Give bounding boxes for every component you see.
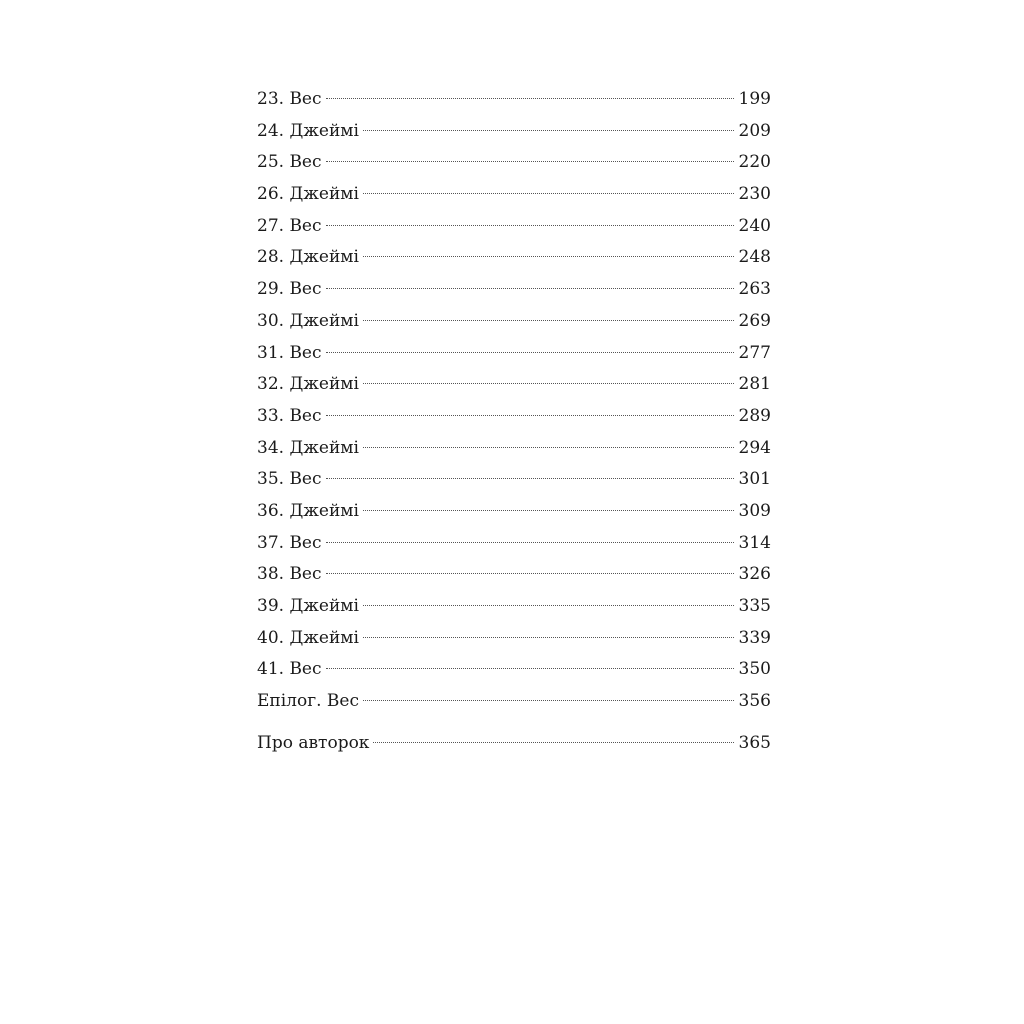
toc-entry-title: 27. Вес (257, 215, 322, 236)
toc-dot-leader (363, 700, 734, 701)
toc-dot-leader (326, 573, 734, 574)
toc-entry (257, 211, 771, 243)
toc-entry-page: 289 (738, 405, 771, 426)
toc-entry-title: 40. Джеймі (257, 627, 359, 648)
toc-entry-title: 34. Джеймі (257, 437, 359, 458)
table-of-contents (257, 84, 771, 759)
toc-entry-page: 277 (738, 342, 771, 363)
toc-entry (257, 306, 771, 338)
toc-dot-leader (363, 130, 734, 131)
toc-entry (257, 654, 771, 686)
toc-entry-title: 26. Джеймі (257, 184, 359, 205)
toc-entry (257, 84, 771, 116)
toc-entry-page: 209 (738, 120, 771, 141)
toc-entry-title: 24. Джеймі (257, 120, 359, 141)
toc-dot-leader (326, 352, 734, 353)
toc-entry-page: 248 (738, 247, 771, 268)
toc-dot-leader (363, 383, 734, 384)
toc-entry-title: 33. Вес (257, 405, 322, 426)
toc-entry (257, 559, 771, 591)
toc-dot-leader (326, 161, 734, 162)
toc-entry (257, 116, 771, 148)
toc-entry-page: 199 (738, 89, 771, 109)
toc-entry (257, 433, 771, 465)
toc-entry (257, 274, 771, 306)
toc-dot-leader (326, 668, 734, 669)
toc-entry (257, 591, 771, 623)
toc-dot-leader (326, 98, 734, 99)
toc-dot-leader (326, 225, 734, 226)
toc-dot-leader (363, 320, 734, 321)
toc-entry-title: 39. Джеймі (257, 596, 359, 616)
toc-entry-title: 37. Вес (257, 532, 322, 553)
toc-entry-title: Про авторок (257, 732, 370, 753)
toc-entry-title: 32. Джеймі (257, 374, 359, 395)
toc-entry (257, 179, 771, 211)
toc-entry-page: 350 (738, 659, 771, 680)
toc-entry (257, 464, 771, 496)
toc-dot-leader (373, 742, 733, 743)
toc-entry-title: 30. Джеймі (257, 310, 359, 331)
toc-entry-title: 25. Вес (257, 152, 322, 173)
toc-entry-page: 309 (738, 500, 771, 521)
toc-entry-page: 335 (738, 596, 771, 616)
toc-entry-page: 281 (738, 374, 771, 395)
toc-entry (257, 242, 771, 274)
toc-entry-page: 356 (738, 691, 771, 712)
toc-dot-leader (363, 605, 734, 606)
toc-entry-title: Епілог. Вес (257, 691, 359, 712)
toc-entry-title: 41. Вес (257, 659, 322, 680)
toc-entry-page: 263 (738, 279, 771, 300)
toc-dot-leader (363, 256, 734, 257)
toc-entry (257, 728, 771, 760)
toc-entry-page: 339 (738, 627, 771, 648)
toc-entry (257, 528, 771, 560)
toc-entry (257, 369, 771, 401)
toc-entry-page: 365 (738, 732, 771, 753)
toc-dot-leader (326, 288, 734, 289)
toc-entry-page: 220 (738, 152, 771, 173)
toc-dot-leader (363, 510, 734, 511)
toc-entry-title: 31. Вес (257, 342, 322, 363)
toc-entry-page: 301 (738, 469, 771, 490)
toc-entry-title: 23. Вес (257, 89, 322, 109)
toc-dot-leader (363, 447, 734, 448)
toc-entry (257, 147, 771, 179)
toc-entry (257, 496, 771, 528)
toc-dot-leader (326, 415, 734, 416)
toc-entry-page: 326 (738, 564, 771, 585)
toc-entry-title: 28. Джеймі (257, 247, 359, 268)
toc-entry (257, 401, 771, 433)
toc-entry-page: 230 (738, 184, 771, 205)
toc-entry-page: 294 (738, 437, 771, 458)
toc-entry-title: 38. Вес (257, 564, 322, 585)
toc-dot-leader (326, 478, 734, 479)
toc-dot-leader (326, 542, 734, 543)
toc-dot-leader (363, 637, 734, 638)
toc-dot-leader (363, 193, 734, 194)
toc-entry-title: 35. Вес (257, 469, 322, 490)
toc-entry (257, 623, 771, 655)
toc-entry-page: 314 (738, 532, 771, 553)
toc-entry-page: 240 (738, 215, 771, 236)
toc-entry-title: 36. Джеймі (257, 500, 359, 521)
toc-entry (257, 338, 771, 370)
toc-entry-page: 269 (738, 310, 771, 331)
toc-entry (257, 686, 771, 718)
toc-entry-title: 29. Вес (257, 279, 322, 300)
